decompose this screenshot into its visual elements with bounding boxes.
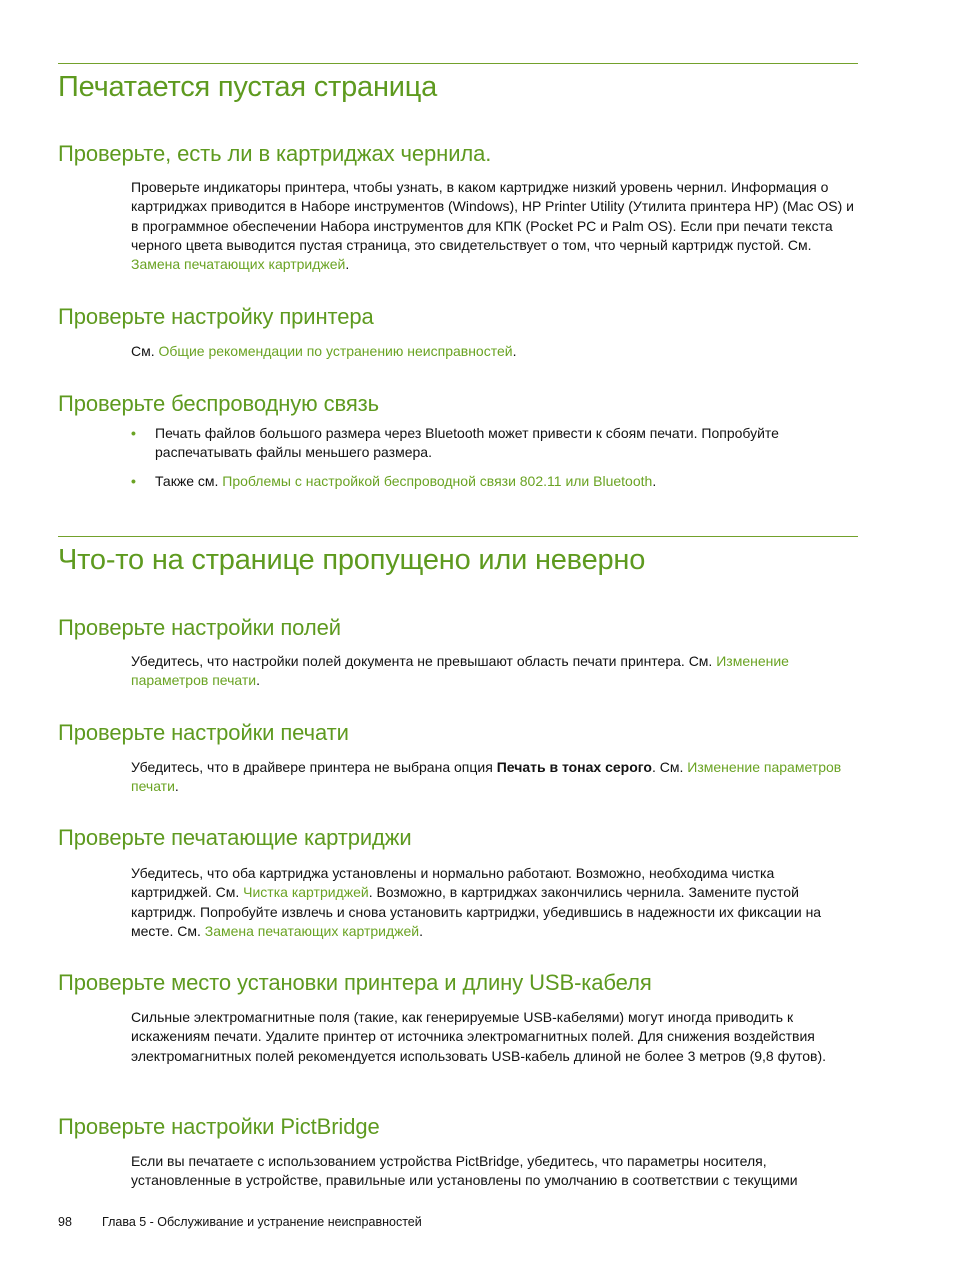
heading-check-margins: Проверьте настройки полей bbox=[58, 615, 341, 640]
section-divider bbox=[58, 63, 858, 64]
heading-check-ink: Проверьте, есть ли в картриджах чернила. bbox=[58, 141, 492, 166]
page-number: 98 bbox=[58, 1215, 72, 1229]
paragraph-check-cartridges: Убедитесь, что оба картриджа установлены и нормально работают. Возможно, необходима чистка картриджей. См. Чистка картриджей. Возможно, в картриджах закончились чернила. Замените пустой картридж. Попробуйте извлечь и снова установить картриджи, убедившись в надежности их фиксации на месте. См. Замена печатающих картриджей. bbox=[131, 865, 822, 939]
paragraph-check-usb: Сильные электромагнитные поля (такие, как генерируемые USB-кабелями) могут иногда приводить к искажениям печати. Удалите принтер от источника электромагнитных полей. Для снижения воздействия электромагнитных полей рекомендуется использовать USB-кабель длиной не более 3 метров (9,8 футов). bbox=[131, 1009, 826, 1064]
bullet-text: Также см. Проблемы с настройкой беспроводной связи 802.11 или Bluetooth. bbox=[155, 473, 657, 489]
paragraph-check-ink: Проверьте индикаторы принтера, чтобы узнать, в каком картридже низкий уровень чернил. Информация о картриджах приводится в Наборе инструментов (Windows), HP Printer Utility (Утилита принтера HP) (Mac OS) и в программное обеспечении Набора инструментов для КПК (Pocket PC и Palm OS). Если при печати текста черного цвета выводится пустая страница, это свидетельствует о том, что черный картридж пустой. См. Замена печатающих картриджей. bbox=[131, 179, 854, 273]
list-item bbox=[131, 424, 856, 463]
section-title-missing-content: Что-то на странице пропущено или неверно bbox=[58, 544, 646, 576]
heading-check-printer-setup: Проверьте настройку принтера bbox=[58, 304, 374, 329]
link-change-print-settings[interactable]: Изменение параметров печати bbox=[131, 653, 789, 689]
page-footer bbox=[58, 1215, 422, 1229]
section-divider bbox=[58, 536, 858, 537]
bullet-text: Печать файлов большого размера через Bluetooth может привести к сбоям печати. Попробуйте распечатывать файлы меньшего размера. bbox=[155, 425, 779, 461]
paragraph-check-margins: Убедитесь, что настройки полей документа не превышают область печати принтера. См. Изменение параметров печати. bbox=[131, 653, 789, 689]
paragraph-check-print-settings: Убедитесь, что в драйвере принтера не выбрана опция Печать в тонах серого. См. Изменение параметров печати. bbox=[131, 759, 842, 795]
heading-check-wireless: Проверьте беспроводную связь bbox=[58, 391, 379, 416]
link-wireless-problems[interactable]: Проблемы с настройкой беспроводной связи 802.11 или Bluetooth bbox=[222, 473, 653, 489]
option-grayscale: Печать в тонах серого bbox=[496, 759, 652, 775]
link-general-troubleshooting[interactable]: Общие рекомендации по устранению неисправностей bbox=[158, 343, 513, 359]
heading-check-usb: Проверьте место установки принтера и длину USB-кабеля bbox=[58, 970, 652, 995]
link-clean-cartridges[interactable]: Чистка картриджей bbox=[243, 884, 369, 901]
section-title-blank-page: Печатается пустая страница bbox=[58, 71, 438, 103]
heading-check-print-settings: Проверьте настройки печати bbox=[58, 720, 349, 745]
bullet-icon: • bbox=[131, 425, 136, 441]
link-change-print-settings[interactable]: Изменение параметров печати bbox=[131, 759, 842, 795]
heading-check-pictbridge: Проверьте настройки PictBridge bbox=[58, 1114, 380, 1139]
heading-check-cartridges: Проверьте печатающие картриджи bbox=[58, 825, 412, 850]
list-item bbox=[131, 472, 856, 491]
chapter-title: Глава 5 - Обслуживание и устранение неисправностей bbox=[102, 1215, 422, 1229]
link-replace-cartridges[interactable]: Замена печатающих картриджей bbox=[131, 256, 346, 273]
paragraph-check-pictbridge: Если вы печатаете с использованием устройства PictBridge, убедитесь, что параметры носителя, установленные в устройстве, правильные или установлены по умолчанию в соответствии с текущими bbox=[131, 1153, 798, 1189]
bullet-icon: • bbox=[131, 473, 136, 489]
paragraph-check-printer-setup: См. Общие рекомендации по устранению неисправностей. bbox=[131, 343, 517, 359]
link-replace-cartridges[interactable]: Замена печатающих картриджей bbox=[204, 922, 420, 939]
